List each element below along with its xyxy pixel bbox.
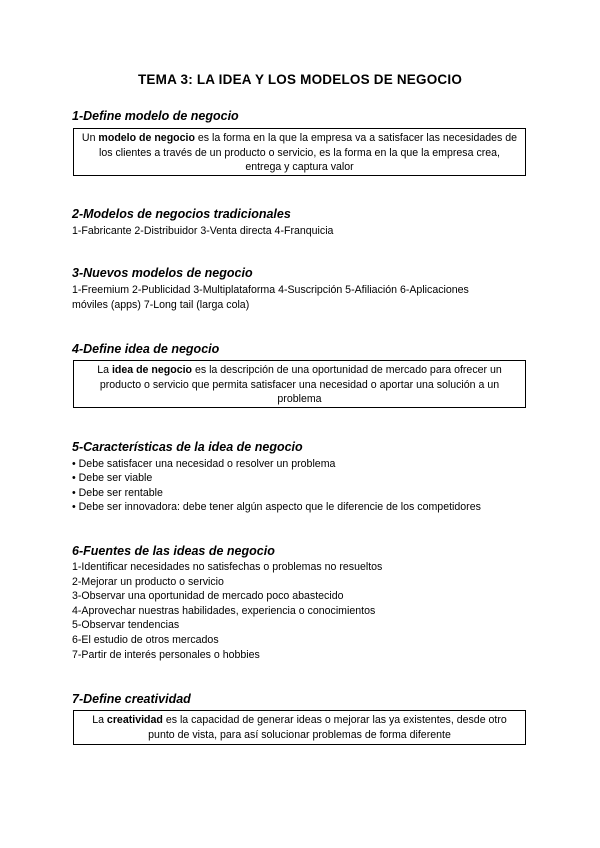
traditional-models-line: 1-Fabricante 2-Distribuidor 3-Venta directa 4-Franquicia	[72, 225, 334, 237]
definition-text: es la descripción de una oportunidad de mercado para ofrecer un producto o servicio que permita satisfacer una necesidad o aportar una solución a un problema	[99, 364, 502, 405]
section-6-heading: 6-Fuentes de las ideas de negocio	[72, 544, 275, 558]
list-item: • Debe ser viable	[72, 472, 153, 484]
definition-term: creatividad	[106, 714, 163, 726]
section-1-heading: 1-Define modelo de negocio	[72, 109, 239, 123]
list-item: 6-El estudio de otros mercados	[72, 634, 219, 646]
section-7-heading: 7-Define creatividad	[72, 692, 191, 706]
definition-pre: La	[97, 364, 112, 376]
page-title: TEMA 3: LA IDEA Y LOS MODELOS DE NEGOCIO	[137, 72, 463, 87]
section-5-heading: 5-Características de la idea de negocio	[72, 440, 303, 454]
definition-box-idea-de-negocio	[73, 360, 526, 408]
list-item: 4-Aprovechar nuestras habilidades, experiencia o conocimientos	[72, 605, 376, 617]
section-4-heading: 4-Define idea de negocio	[72, 342, 220, 356]
new-models-line-1: 1-Freemium 2-Publicidad 3-Multiplataforma 4-Suscripción 5-Afiliación 6-Aplicaciones	[72, 284, 469, 296]
list-item: 2-Mejorar un producto o servicio	[72, 576, 224, 588]
list-item: • Debe ser innovadora: debe tener algún aspecto que le diferencie de los competidores	[72, 501, 481, 513]
list-item: • Debe ser rentable	[72, 487, 163, 499]
new-models-line-2: móviles (apps) 7-Long tail (larga cola)	[72, 299, 250, 311]
list-item: • Debe satisfacer una necesidad o resolver un problema	[72, 458, 336, 470]
section-3-heading: 3-Nuevos modelos de negocio	[72, 266, 253, 280]
list-item: 1-Identificar necesidades no satisfechas o problemas no resueltos	[72, 561, 383, 573]
definition-term: modelo de negocio	[98, 132, 195, 144]
definition-box-modelo-de-negocio	[73, 128, 526, 176]
list-item: 5-Observar tendencias	[72, 619, 180, 631]
definition-term: idea de negocio	[111, 364, 192, 376]
definition-pre: Un	[81, 132, 99, 144]
definition-box-creatividad	[73, 710, 526, 745]
section-2-heading: 2-Modelos de negocios tradicionales	[72, 207, 291, 221]
list-item: 3-Observar una oportunidad de mercado poco abastecido	[72, 590, 344, 602]
definition-text: es la capacidad de generar ideas o mejorar las ya existentes, desde otro punto de vista, para así solucionar problemas de forma diferente	[148, 714, 507, 741]
definition-pre: La	[92, 714, 107, 726]
definition-text: es la forma en la que la empresa va a satisfacer las necesidades de los clientes a través de un producto o servicio, es la forma en la que la empresa crea, entrega y captura valor	[98, 132, 518, 173]
list-item: 7-Partir de interés personales o hobbies	[72, 649, 260, 661]
